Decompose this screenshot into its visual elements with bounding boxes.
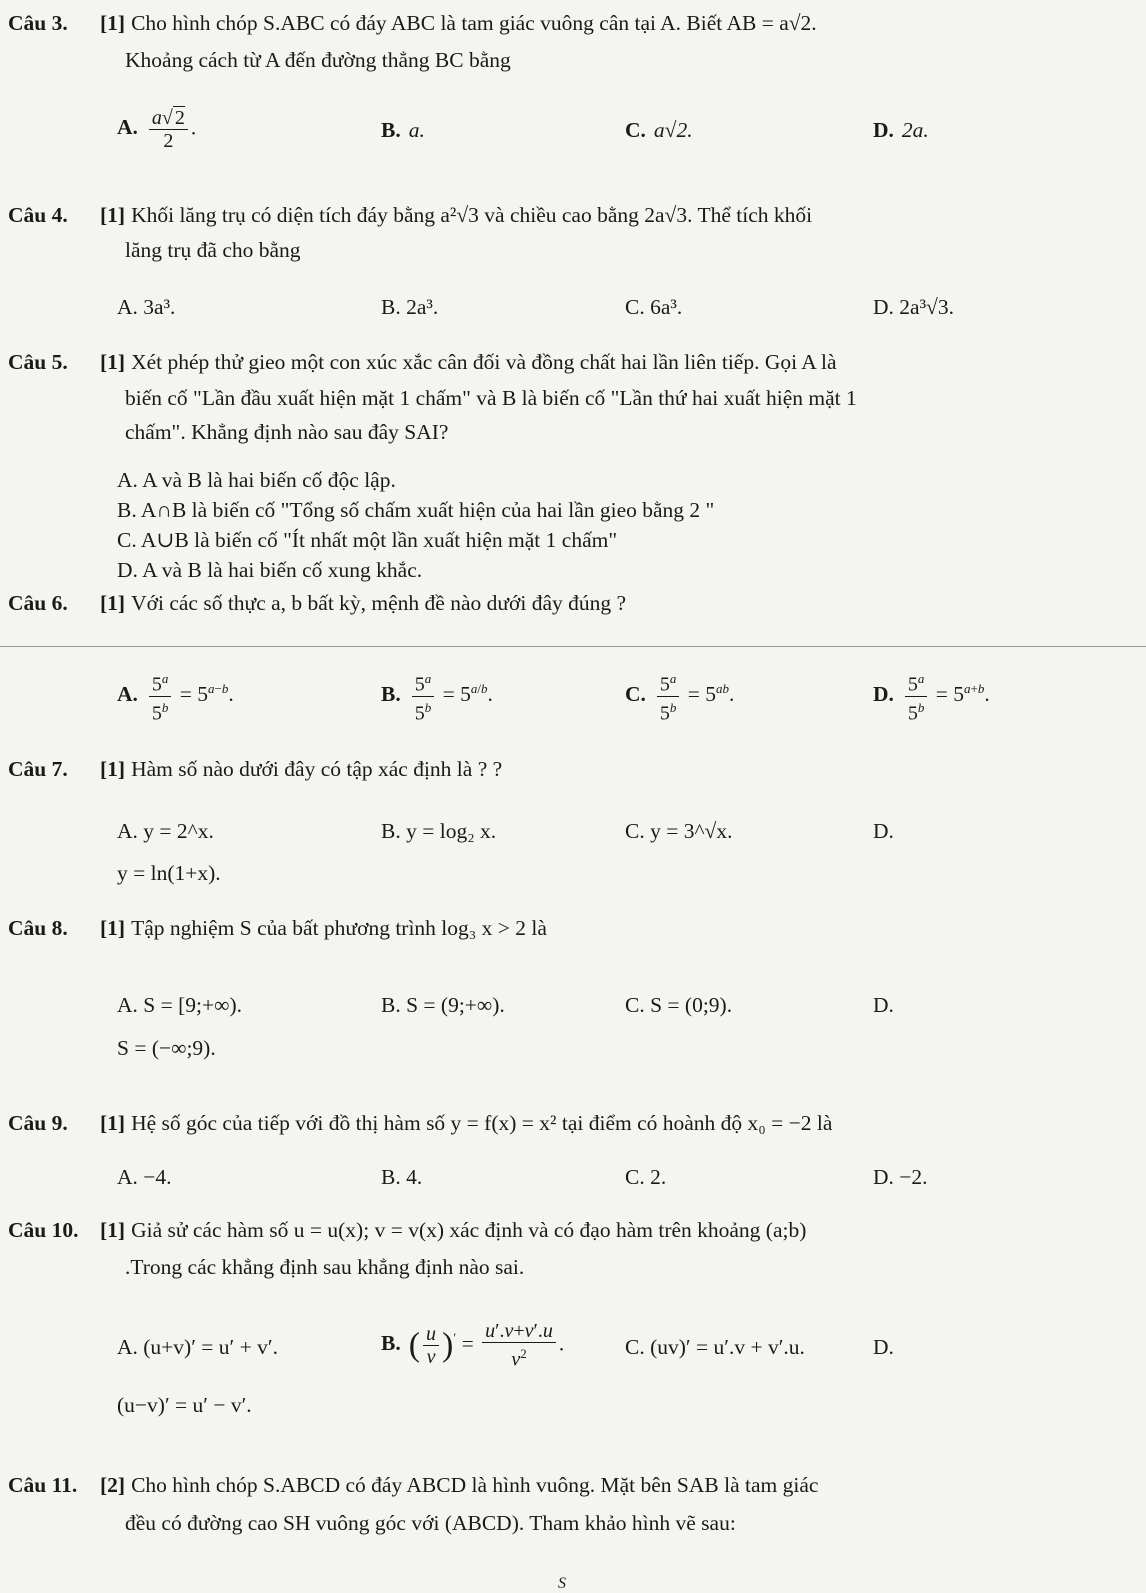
difficulty-level: [1] <box>100 916 126 940</box>
option-c: C. $\frac{5^a}{5^b}$ = $5^{ab}$. <box>625 668 734 724</box>
question-7-options <box>117 816 1136 848</box>
question-text: Tập nghiệm S của bất phương trình log₃ x > 2 là <box>131 916 547 940</box>
question-3 <box>8 8 1136 38</box>
difficulty-level: [2] <box>100 1473 126 1497</box>
question-text: Cho hình chóp S.ABCD có đáy ABCD là hình vuông. Mặt bên SAB là tam giác <box>131 1473 819 1497</box>
option-a: A. (u+v)′ = u′ + v′. <box>117 1335 278 1359</box>
difficulty-level: [1] <box>100 591 126 615</box>
option-b: B. 2a³. <box>381 295 439 319</box>
question-4 <box>8 200 1136 230</box>
option-d: D. $\frac{5^a}{5^b}$ = $5^{a+b}$. <box>873 668 990 724</box>
option-d-value: (u−v)′ = u′ − v′. <box>117 1393 252 1417</box>
question-text: Hàm số nào dưới đây có tập xác định là ? ? <box>131 757 503 781</box>
option-d-value: y = ln(1+x). <box>117 861 221 885</box>
option-c: C. a√2. <box>625 118 693 142</box>
option-a: A. $\frac{5^a}{5^b}$ = $5^{a-b}$. <box>117 668 234 724</box>
question-text: Với các số thực a, b bất kỳ, mệnh đề nào dưới đây đúng ? <box>131 591 627 615</box>
question-4-line-2: lăng trụ đã cho bằng <box>125 238 301 262</box>
fraction-a-sqrt2-over-2: $\frac{a√ 2}{2}$ <box>149 107 188 152</box>
question-10 <box>8 1215 1136 1245</box>
question-number: Câu 10. <box>8 1218 79 1242</box>
question-number: Câu 11. <box>8 1473 78 1497</box>
question-text: Xét phép thử gieo một con xúc xắc cân đối và đồng chất hai lần liên tiếp. Gọi A là <box>131 350 837 374</box>
option-d: D. <box>873 819 894 843</box>
option-c: C. A∪B là biến cố "Ít nhất một lần xuất hiện mặt 1 chấm" <box>117 528 618 552</box>
option-b: B. ( $\frac{u}{v}$ )′ = $\frac{u'.v+v'.u}{v^2}$ . <box>381 1320 565 1371</box>
question-text: Cho hình chóp S.ABC có đáy ABC là tam giác vuông cân tại A. Biết AB = a√2. <box>131 11 817 35</box>
question-3-line-2: Khoảng cách từ A đến đường thẳng BC bằng <box>125 48 511 72</box>
option-b: B. y = log₂ x. <box>381 819 497 843</box>
question-4-options <box>117 292 1136 324</box>
option-b: B. $\frac{5^a}{5^b}$ = $5^{a/b}$. <box>381 668 493 724</box>
option-c: C. 6a³. <box>625 295 683 319</box>
option-d: D. A và B là hai biến cố xung khắc. <box>117 558 423 582</box>
question-8 <box>8 913 1136 943</box>
figure-label: S <box>558 1575 566 1592</box>
question-9 <box>8 1108 1136 1138</box>
option-c: C. S = (0;9). <box>625 993 733 1017</box>
difficulty-level: [1] <box>100 350 126 374</box>
question-number: Câu 6. <box>8 591 68 615</box>
question-number: Câu 8. <box>8 916 68 940</box>
question-9-options <box>117 1162 1136 1194</box>
question-5-line-3: chấm". Khẳng định nào sau đây SAI? <box>125 420 449 444</box>
option-b: B. S = (9;+∞). <box>381 993 505 1017</box>
difficulty-level: [1] <box>100 203 126 227</box>
question-6-options <box>117 668 1136 725</box>
question-11-line-2: đều có đường cao SH vuông góc với (ABCD). Tham khảo hình vẽ sau: <box>125 1511 736 1535</box>
option-d: D. −2. <box>873 1165 928 1189</box>
option-d-value: S = (−∞;9). <box>117 1036 216 1060</box>
question-3-options <box>117 107 1136 175</box>
option-a: A. A và B là hai biến cố độc lập. <box>117 468 396 492</box>
question-11 <box>8 1470 1136 1500</box>
option-d: D. 2a. <box>873 118 929 142</box>
option-b: B. A∩B là biến cố "Tổng số chấm xuất hiện của hai lần gieo bằng 2 " <box>117 498 715 522</box>
option-d: D. <box>873 993 894 1017</box>
option-b: B. 4. <box>381 1165 423 1189</box>
question-number: Câu 9. <box>8 1111 68 1135</box>
difficulty-level: [1] <box>100 757 126 781</box>
option-a: A. $\frac{a√ 2}{2}$ . <box>117 107 197 152</box>
question-5-line-2: biến cố "Lần đầu xuất hiện mặt 1 chấm" và B là biến cố "Lần thứ hai xuất hiện mặt 1 <box>125 386 857 410</box>
option-a: A. S = [9;+∞). <box>117 993 242 1017</box>
question-text: Hệ số góc của tiếp với đồ thị hàm số y = f(x) = x² tại điểm có hoành độ x₀ = −2 là <box>131 1111 833 1135</box>
question-number: Câu 3. <box>8 11 68 35</box>
question-8-options <box>117 990 1136 1022</box>
question-10-options <box>117 1320 1136 1382</box>
question-text: Khối lăng trụ có diện tích đáy bằng a²√3 và chiều cao bằng 2a√3. Thể tích khối <box>131 203 813 227</box>
difficulty-level: [1] <box>100 1218 126 1242</box>
option-d: D. <box>873 1335 894 1359</box>
option-c: C. y = 3^√x. <box>625 819 733 843</box>
question-number: Câu 7. <box>8 757 68 781</box>
difficulty-level: [1] <box>100 11 126 35</box>
option-c: C. (uv)′ = u′.v + v′.u. <box>625 1335 805 1359</box>
question-text: Giả sử các hàm số u = u(x); v = v(x) xác định và có đạo hàm trên khoảng (a;b) <box>131 1218 807 1242</box>
question-number: Câu 4. <box>8 203 68 227</box>
option-c: C. 2. <box>625 1165 667 1189</box>
question-6 <box>8 588 1136 618</box>
option-b: B. a. <box>381 118 425 142</box>
option-a: A. 3a³. <box>117 295 176 319</box>
option-a: A. y = 2^x. <box>117 819 214 843</box>
option-d: D. 2a³√3. <box>873 295 954 319</box>
option-a: A. −4. <box>117 1165 172 1189</box>
question-number: Câu 5. <box>8 350 68 374</box>
question-10-line-2: .Trong các khẳng định sau khẳng định nào sai. <box>125 1255 525 1279</box>
question-5 <box>8 347 1136 377</box>
difficulty-level: [1] <box>100 1111 126 1135</box>
divider <box>0 646 1146 647</box>
question-7 <box>8 754 1136 784</box>
